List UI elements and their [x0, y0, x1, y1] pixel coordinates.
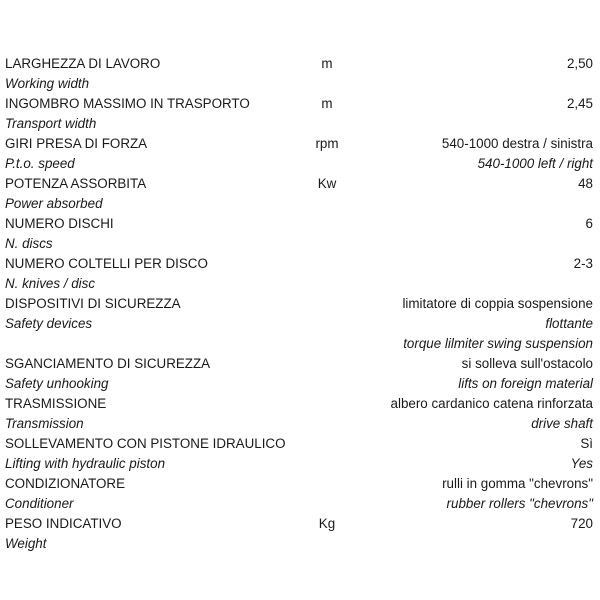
spec-value-italian: 2,50 [566, 56, 593, 71]
spec-row-italian [5, 354, 593, 374]
spec-label-italian: POTENZA ASSORBITA [5, 176, 147, 191]
spec-row-english [5, 374, 593, 394]
spec-value-italian: Sì [580, 436, 593, 451]
spec-label-italian: INGOMBRO MASSIMO IN TRASPORTO [5, 96, 250, 111]
spec-row-italian [5, 434, 593, 454]
spec-label-english: Transport width [5, 116, 97, 131]
spec-value-english: lifts on foreign material [458, 376, 593, 391]
spec-label-english: P.t.o. speed [5, 156, 75, 171]
spec-value-italian: 48 [578, 176, 593, 191]
spec-label-english: Power absorbed [5, 196, 103, 211]
spec-label-italian: SGANCIAMENTO DI SICUREZZA [5, 356, 211, 371]
spec-row-english [5, 154, 593, 174]
spec-value-english: flottante [545, 316, 593, 331]
spec-label-english: Working width [5, 76, 90, 91]
spec-label-italian: NUMERO DISCHI [5, 216, 114, 231]
spec-label-english: N. knives / disc [5, 276, 96, 291]
spec-row-italian [5, 94, 593, 114]
spec-row-italian [5, 394, 593, 414]
spec-label-english: Transmission [5, 416, 84, 431]
spec-value-english: 540-1000 left / right [477, 156, 593, 171]
spec-row-english [5, 534, 593, 554]
spec-label-english: Safety unhooking [5, 376, 109, 391]
spec-label-italian: DISPOSITIVI DI SICUREZZA [5, 296, 181, 311]
spec-label-italian: CONDIZIONATORE [5, 476, 126, 491]
spec-row-english [5, 454, 593, 474]
spec-label-english: Lifting with hydraulic piston [5, 456, 166, 471]
spec-label-italian: NUMERO COLTELLI PER DISCO [5, 256, 208, 271]
spec-unit: m [321, 96, 333, 111]
spec-value-continuation: torque lilmiter swing suspension [403, 336, 593, 351]
spec-label-italian: PESO INDICATIVO [5, 516, 122, 531]
spec-row-english [5, 74, 593, 94]
spec-row-italian [5, 254, 593, 274]
spec-value-english: Yes [570, 456, 593, 471]
spec-value-italian: 720 [570, 516, 593, 531]
spec-unit: rpm [315, 136, 339, 151]
spec-value-italian: limitatore di coppia sospensione [402, 296, 593, 311]
spec-label-english: Weight [5, 536, 47, 551]
spec-row-italian [5, 134, 593, 154]
spec-value-italian: rulli in gomma "chevrons" [442, 476, 593, 491]
spec-label-english: N. discs [5, 236, 53, 251]
spec-value-italian: 2-3 [573, 256, 593, 271]
spec-label-english: Safety devices [5, 316, 93, 331]
spec-value-italian: 2,45 [566, 96, 593, 111]
spec-value-english: drive shaft [531, 416, 593, 431]
spec-value-english: rubber rollers "chevrons" [446, 496, 593, 511]
spec-value-italian: 6 [585, 216, 593, 231]
spec-label-italian: SOLLEVAMENTO CON PISTONE IDRAULICO [5, 436, 286, 451]
spec-table [5, 54, 593, 554]
spec-row-italian [5, 514, 593, 534]
spec-row-italian [5, 294, 593, 314]
spec-row-italian [5, 214, 593, 234]
spec-label-italian: TRASMISSIONE [5, 396, 107, 411]
spec-row-english [5, 194, 593, 214]
spec-label-english: Conditioner [5, 496, 74, 511]
spec-value-italian: 540-1000 destra / sinistra [441, 136, 593, 151]
spec-row-continuation [5, 334, 593, 354]
spec-row-english [5, 414, 593, 434]
spec-row-english [5, 494, 593, 514]
spec-unit: Kg [318, 516, 336, 531]
spec-value-italian: si solleva sull'ostacolo [461, 356, 593, 371]
spec-row-italian [5, 54, 593, 74]
spec-label-italian: LARGHEZZA DI LAVORO [5, 56, 161, 71]
spec-unit: Kw [317, 176, 337, 191]
spec-row-english [5, 234, 593, 254]
spec-label-italian: GIRI PRESA DI FORZA [5, 136, 148, 151]
spec-row-italian [5, 174, 593, 194]
spec-row-italian [5, 474, 593, 494]
spec-row-english [5, 114, 593, 134]
spec-unit: m [321, 56, 333, 71]
spec-row-english [5, 314, 593, 334]
spec-row-english [5, 274, 593, 294]
spec-value-italian: albero cardanico catena rinforzata [390, 396, 593, 411]
